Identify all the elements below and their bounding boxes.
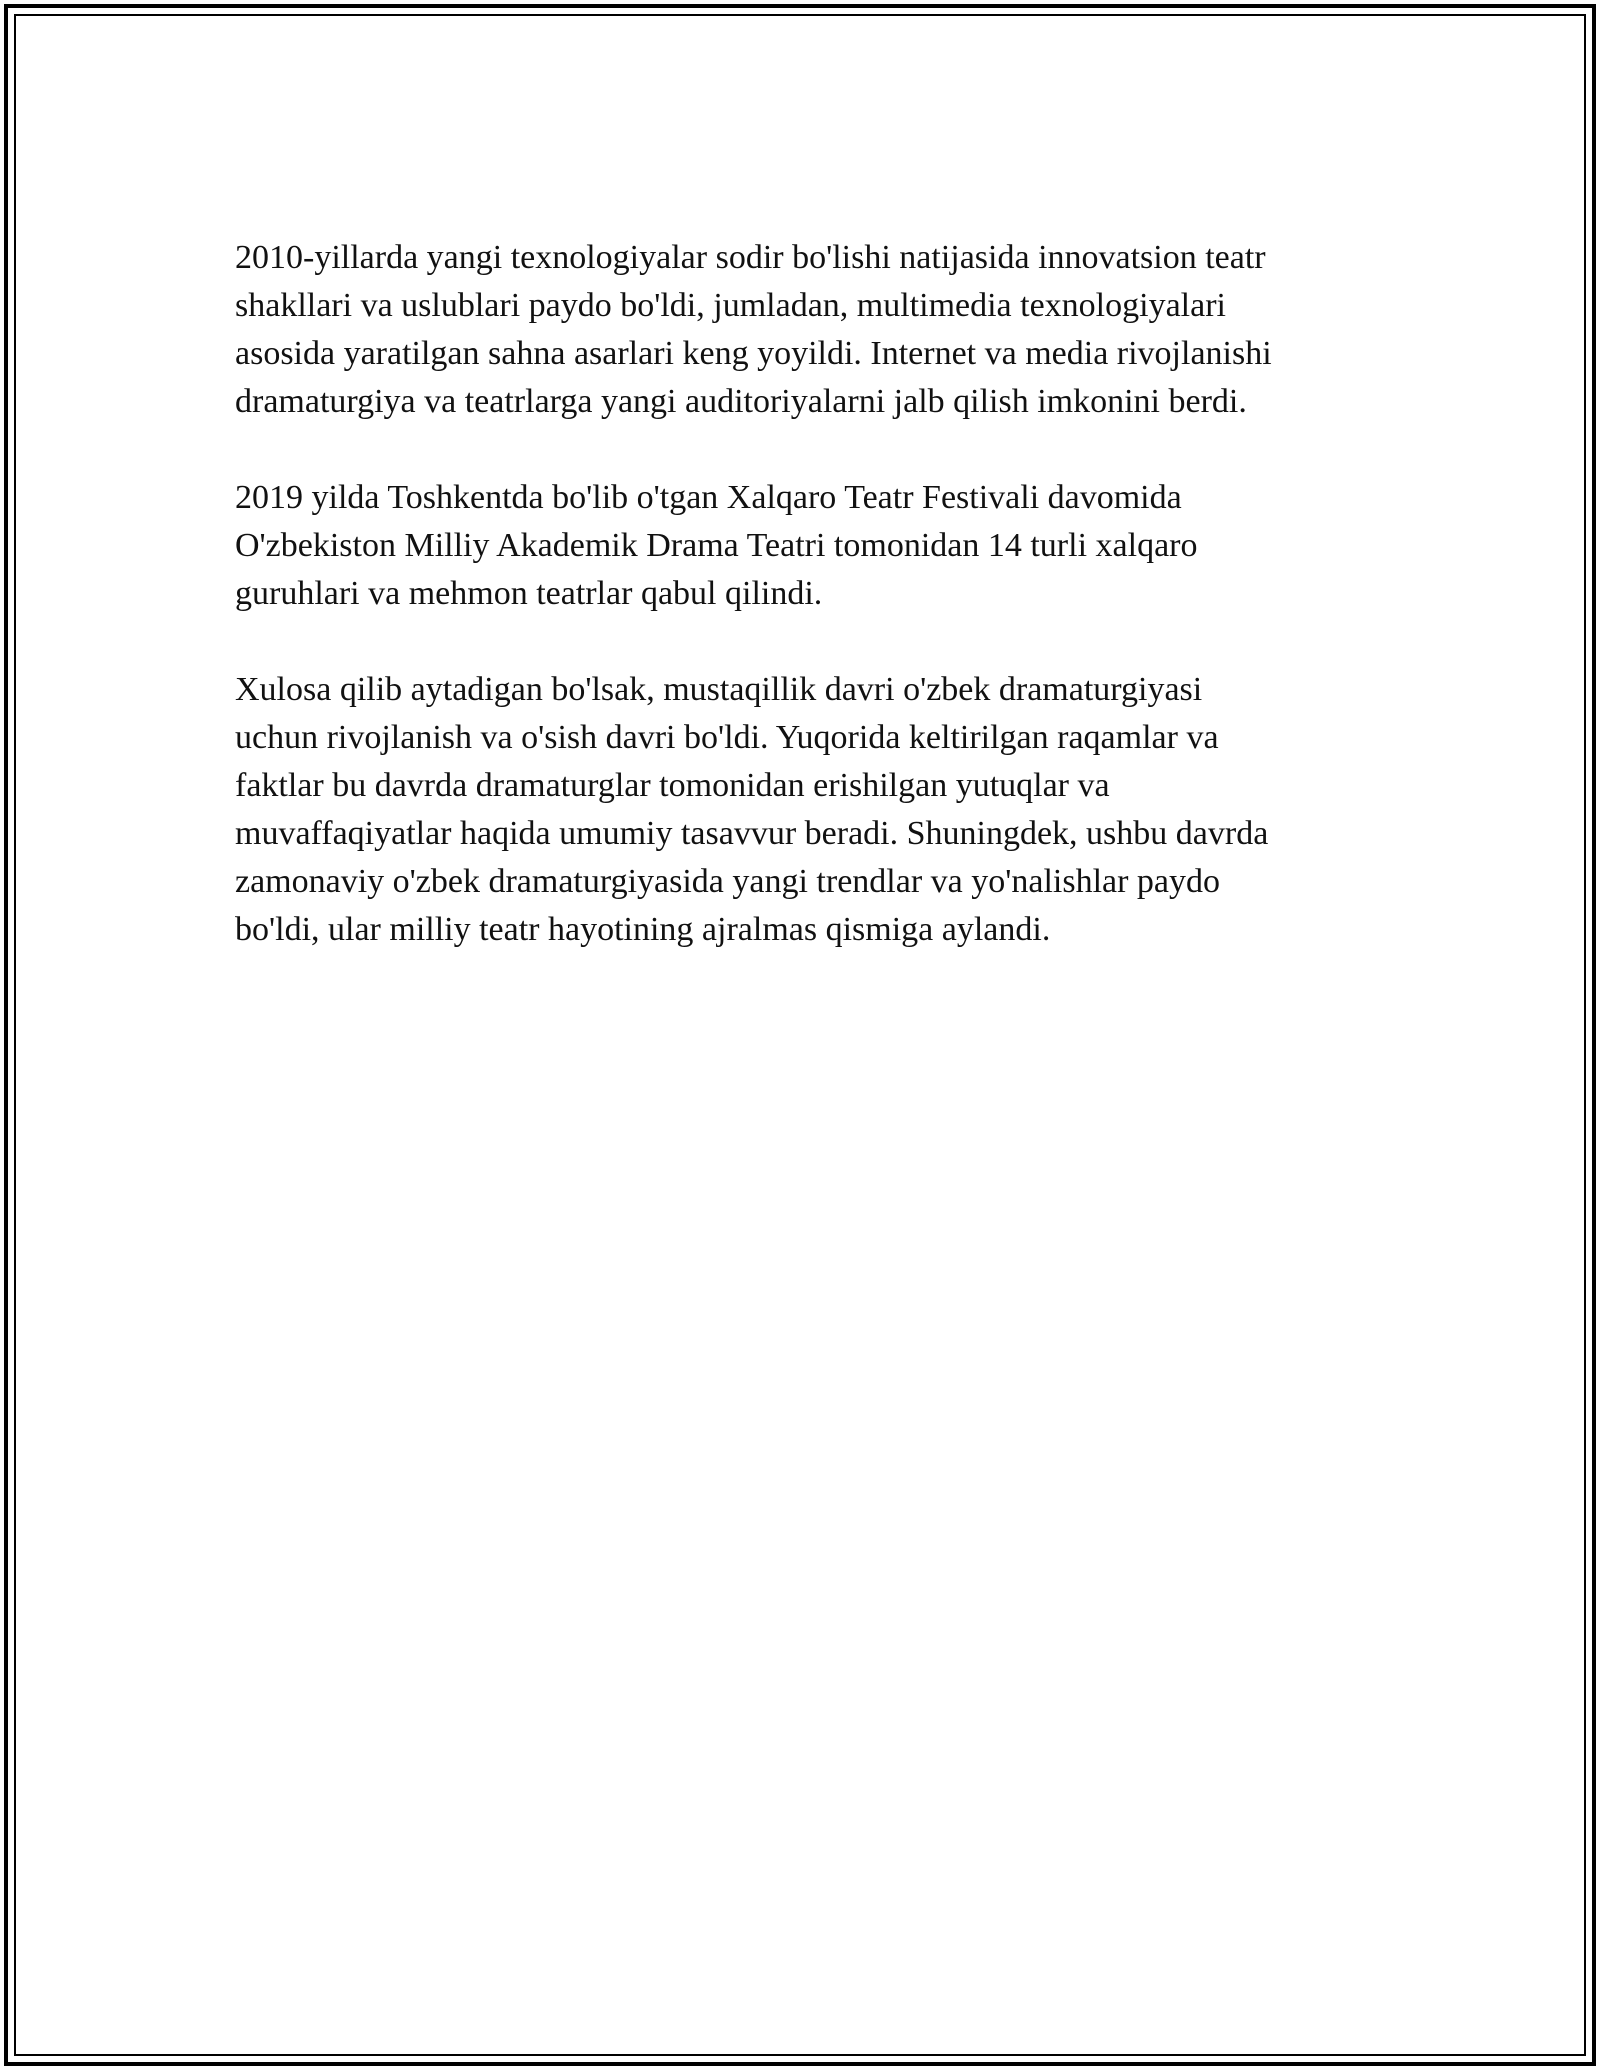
text-line: bo'ldi, ular milliy teatr hayotining ajralmas qismiga aylandi. bbox=[235, 911, 1051, 948]
text-line: zamonaviy o'zbek dramaturgiyasida yangi trendlar va yo'nalishlar paydo bbox=[235, 863, 1221, 900]
text-line: faktlar bu davrda dramaturglar tomonidan erishilgan yutuqlar va bbox=[235, 767, 1110, 804]
text-line: O'zbekiston Milliy Akademik Drama Teatri tomonidan 14 turli xalqaro bbox=[235, 527, 1198, 564]
text-line: uchun rivojlanish va o'sish davri bo'ldi. Yuqorida keltirilgan raqamlar va bbox=[235, 719, 1219, 756]
text-line: dramaturgiya va teatrlarga yangi auditoriyalarni jalb qilish imkonini berdi. bbox=[235, 383, 1247, 420]
text-line: 2010-yillarda yangi texnologiyalar sodir bo'lishi natijasida innovatsion teatr bbox=[235, 239, 1266, 276]
text-line: shakllari va uslublari paydo bo'ldi, jumladan, multimedia texnologiyalari bbox=[235, 287, 1226, 324]
text-line: muvaffaqiyatlar haqida umumiy tasavvur beradi. Shuningdek, ushbu davrda bbox=[235, 815, 1269, 852]
text-line: Xulosa qilib aytadigan bo'lsak, mustaqillik davri o'zbek dramaturgiyasi bbox=[235, 671, 1203, 708]
paragraph-1 bbox=[235, 234, 1365, 426]
document-body bbox=[235, 234, 1365, 1002]
paragraph-2 bbox=[235, 474, 1365, 618]
text-line: asosida yaratilgan sahna asarlari keng yoyildi. Internet va media rivojlanishi bbox=[235, 335, 1272, 372]
text-line: 2019 yilda Toshkentda bo'lib o'tgan Xalqaro Teatr Festivali davomida bbox=[235, 479, 1182, 516]
paragraph-3 bbox=[235, 666, 1365, 954]
text-line: guruhlari va mehmon teatrlar qabul qilindi. bbox=[235, 575, 823, 612]
